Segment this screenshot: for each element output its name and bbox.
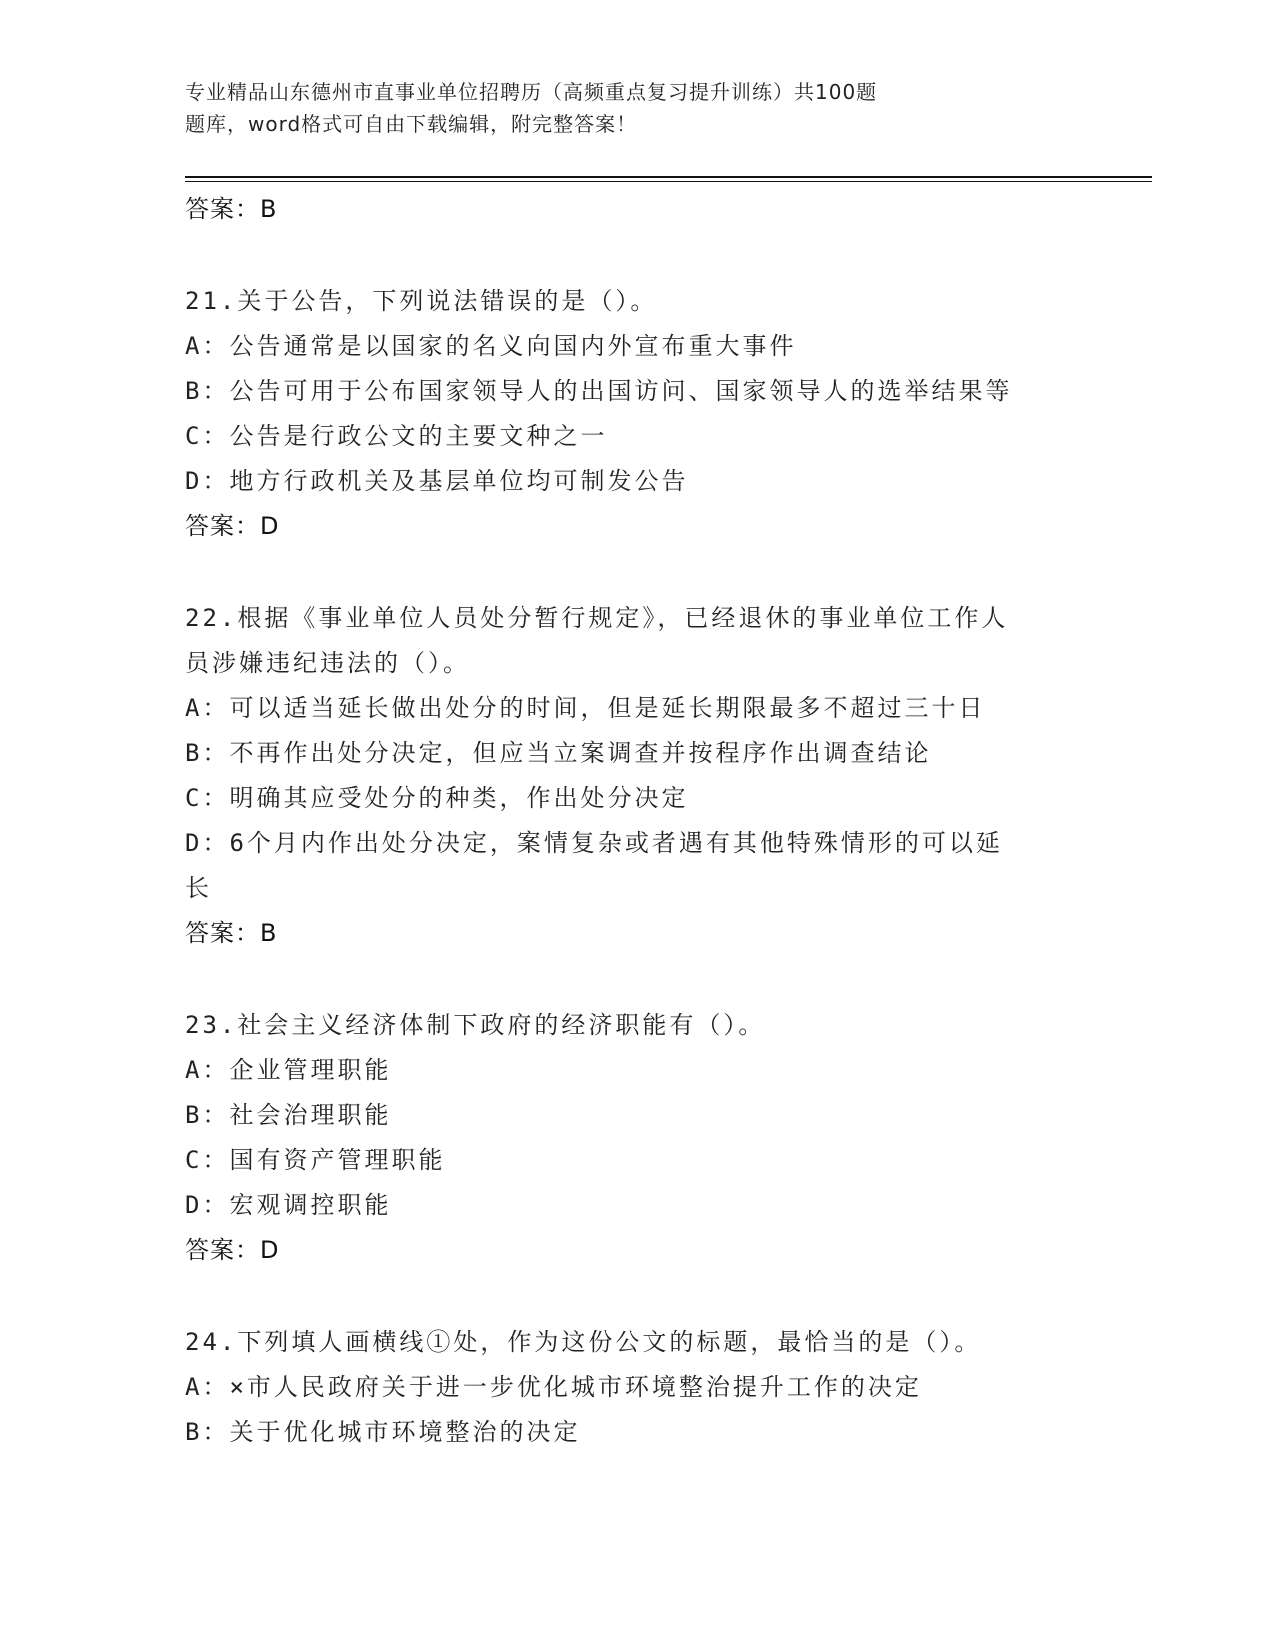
question-21 <box>185 279 1085 548</box>
option-a: A：可以适当延长做出处分的时间，但是延长期限最多不超过三十日 <box>185 694 986 722</box>
question-list <box>185 187 1085 1455</box>
spacer <box>185 955 1085 1003</box>
option-c: C：公告是行政公文的主要文种之一 <box>185 422 608 450</box>
option-d: D：宏观调控职能 <box>185 1191 392 1219</box>
header-line-1: 专业精品山东德州市直事业单位招聘历（高频重点复习提升训练）共100题 <box>185 80 878 104</box>
option-c: C：国有资产管理职能 <box>185 1146 446 1174</box>
option-b: B：社会治理职能 <box>185 1101 392 1129</box>
question-22 <box>185 596 1085 955</box>
question-23 <box>185 1003 1085 1272</box>
question-stem: 21.关于公告，下列说法错误的是（）。 <box>185 287 658 315</box>
header-line-2: 题库，word格式可自由下载编辑，附完整答案！ <box>185 112 638 136</box>
option-c: C：明确其应受处分的种类，作出处分决定 <box>185 784 689 812</box>
header-divider-thick <box>185 176 1152 178</box>
question-stem: 23.社会主义经济体制下政府的经济职能有（）。 <box>185 1011 766 1039</box>
spacer <box>185 231 1085 279</box>
option-d-continued: 长 <box>185 874 212 902</box>
answer: 答案：B <box>185 919 278 947</box>
option-a: A：企业管理职能 <box>185 1056 392 1084</box>
previous-answer: 答案：B <box>185 195 278 223</box>
question-stem-continued: 员涉嫌违纪违法的（）。 <box>185 649 470 677</box>
option-b: B：公告可用于公布国家领导人的出国访问、国家领导人的选举结果等 <box>185 377 1013 405</box>
spacer <box>185 1272 1085 1320</box>
answer: 答案：D <box>185 1236 280 1264</box>
question-stem: 24.下列填人画横线①处，作为这份公文的标题，最恰当的是（）。 <box>185 1328 982 1356</box>
option-b: B：关于优化城市环境整治的决定 <box>185 1418 581 1446</box>
option-b: B：不再作出处分决定，但应当立案调查并按程序作出调查结论 <box>185 739 932 767</box>
question-stem: 22.根据《事业单位人员处分暂行规定》，已经退休的事业单位工作人 <box>185 604 1009 632</box>
option-a: A：×市人民政府关于进一步优化城市环境整治提升工作的决定 <box>185 1373 922 1401</box>
spacer <box>185 548 1085 596</box>
header-divider-thin <box>185 181 1152 182</box>
option-d: D：6个月内作出处分决定，案情复杂或者遇有其他特殊情形的可以延 <box>185 829 1003 857</box>
option-a: A：公告通常是以国家的名义向国内外宣布重大事件 <box>185 332 797 360</box>
option-d: D：地方行政机关及基层单位均可制发公告 <box>185 467 689 495</box>
answer: 答案：D <box>185 512 280 540</box>
document-header <box>185 76 1015 140</box>
question-24 <box>185 1320 1085 1455</box>
